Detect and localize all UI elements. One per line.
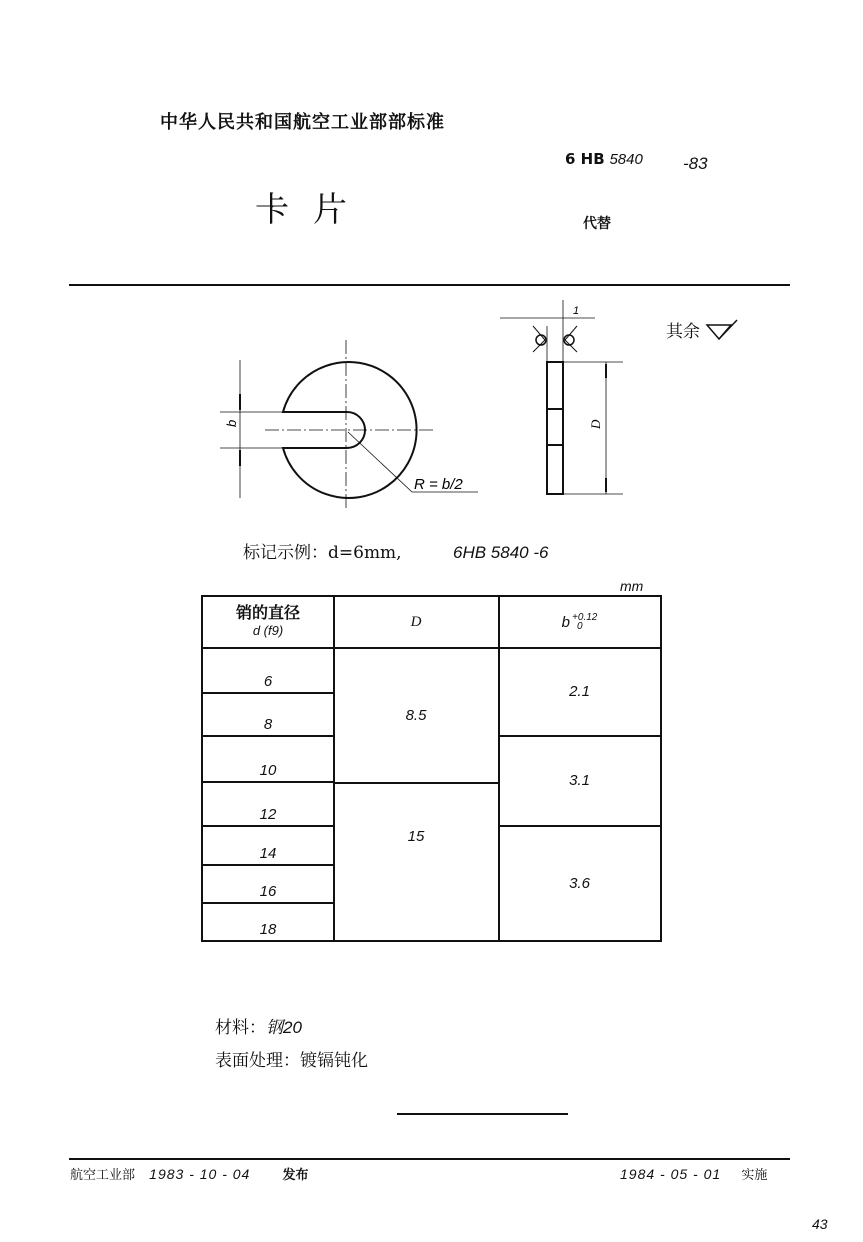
header-pin-diameter-tol: d (f9)	[252, 623, 284, 638]
D-value-cell: 8.5	[405, 706, 427, 724]
roughness-note	[666, 317, 739, 342]
d-value-cell: 6	[263, 673, 273, 690]
standard-prefix: 6 HB	[565, 150, 605, 168]
radius-note: R = b/2	[414, 476, 463, 493]
header-b	[499, 597, 660, 647]
b-value-cell: 3.6	[569, 874, 590, 892]
d-value-cell: 8	[263, 716, 273, 733]
dim-b-label: b	[224, 419, 239, 427]
marking-example-code: 6HB 5840 -6	[453, 543, 549, 562]
material-note	[215, 1013, 302, 1038]
table-unit: mm	[620, 578, 644, 594]
roughness-note-text: 其余	[666, 322, 700, 342]
D-value-cell: 15	[407, 828, 425, 845]
issue-date: 1983 - 10 - 04	[149, 1166, 251, 1182]
surface-value: 镀镉钝化	[300, 1051, 368, 1071]
header-b-tol-upper: +0.12	[572, 612, 598, 623]
effective-date: 1984 - 05 - 01	[620, 1166, 722, 1182]
header-pin-diameter-text: 销的直径	[235, 603, 300, 622]
organization-title: 中华人民共和国航空工业部部标准	[160, 112, 445, 133]
standard-code: 5840	[609, 151, 643, 168]
effective-label: 实施	[741, 1168, 768, 1183]
footer-issue	[70, 1164, 308, 1183]
side-view-drawing	[495, 300, 645, 500]
b-value-cell: 2.1	[569, 683, 590, 700]
footer-divider	[69, 1158, 790, 1160]
d-value-cell: 16	[259, 883, 277, 900]
replaces-label: 代替	[583, 216, 611, 232]
b-value-cell: 3.1	[569, 772, 590, 789]
d-value-cell: 12	[259, 806, 277, 823]
d-value-cell: 14	[259, 845, 277, 862]
header-pin-diameter	[203, 597, 333, 647]
surface-label: 表面处理：	[215, 1051, 300, 1071]
front-view-drawing	[200, 340, 500, 510]
header-divider	[69, 284, 790, 286]
header-b-tol-lower: 0	[577, 621, 583, 632]
marking-example-label: 标记示例：d=6mm,	[243, 543, 402, 563]
surface-treatment-note	[215, 1046, 368, 1071]
dimension-table	[201, 595, 662, 942]
end-divider	[397, 1113, 568, 1115]
standard-number	[565, 150, 643, 168]
document-title: 卡片	[255, 190, 371, 230]
standard-year: -83	[683, 154, 708, 173]
material-label: 材料：	[215, 1018, 266, 1038]
material-value: 钢20	[266, 1018, 302, 1037]
dim-D-label: D	[588, 419, 603, 429]
marking-example	[243, 538, 548, 563]
d-value-cell: 18	[259, 921, 277, 938]
footer-effective	[620, 1164, 767, 1183]
d-value-cell: 10	[259, 762, 277, 779]
page-number: 43	[812, 1216, 828, 1232]
header-D: D	[410, 613, 422, 630]
roughness-symbol-icon	[705, 319, 739, 341]
issue-label: 发布	[282, 1168, 309, 1183]
header-b-base: b	[561, 613, 571, 631]
roughness-value: 1	[573, 305, 580, 317]
issuer: 航空工业部	[70, 1168, 136, 1183]
